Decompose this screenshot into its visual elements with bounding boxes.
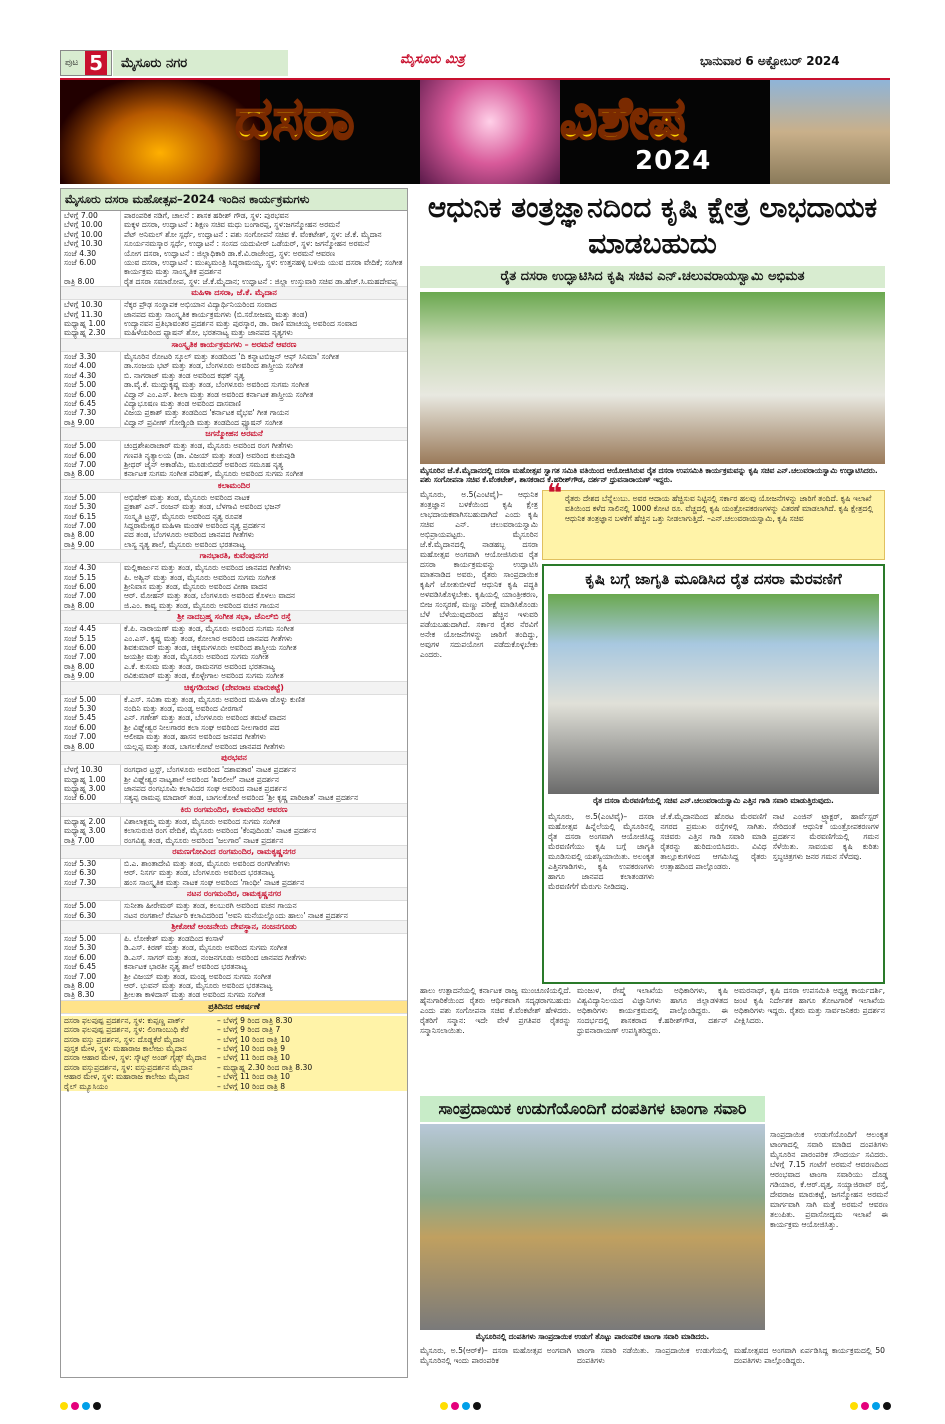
palace-illumination-image <box>60 80 260 184</box>
yellow-dot <box>60 1402 68 1410</box>
schedule-event: ಜಿ.ಎಂ. ಕಾವ್ಯ ಮತ್ತು ತಂಡ, ಮೈಸೂರು ಅವರಿಂದ ವಚನ ಗಾಯನ <box>120 601 404 610</box>
black-dot <box>93 1402 101 1410</box>
schedule-event: ಪಿ. ಲೋಕೇಶ್ ಮತ್ತು ತಂಡದಿಂದ ಕಂಸಾಳೆ <box>120 934 404 943</box>
schedule-row <box>61 418 407 427</box>
schedule-event: ಯುವ ದಸರಾ, ಉದ್ಘಾಟನೆ : ಮುಖ್ಯಮಂತ್ರಿ ಸಿದ್ದರಾಮಯ್ಯ, ಸ್ಥಳ: ಉತ್ತನಹಳ್ಳಿ ಬಳಿಯ ಯುವ ದಸರಾ ವೇದಿಕೆ; ಸಂಗೀತ ಕಾರ್ಯಕ್ರಮ ಮತ್ತು ಸಾಂಸ್ಕೃತಿಕ ಪ್ರದರ್ಶನ <box>120 258 404 277</box>
attraction-timing: – ಬೆಳಗ್ಗೆ 11 ರಿಂದ ರಾತ್ರಿ 10 <box>217 1072 290 1082</box>
schedule-row <box>61 220 407 229</box>
schedule-event: ಪ್ರಕಾಶ್ ಎನ್. ರಂಜನ್ ಮತ್ತು ತಂಡ, ಬೆಳಗಾವಿ ಅವರಿಂದ ಭಜನ್ <box>120 502 404 511</box>
schedule-event: ಕರ್ನಾಟಕ ಸುಗಮ ಸಂಗೀತ ಪರಿಷತ್, ಮೈಸೂರು ಅವರಿಂದ ಸುಗಮ ಸಂಗೀತ <box>120 469 404 478</box>
schedule-event: ಡಾ.ವೈ.ಕೆ. ಮುದ್ದುಕೃಷ್ಣ ಮತ್ತು ತಂಡ, ಬೆಂಗಳೂರು ಅವರಿಂದ ಸುಗಮ ಸಂಗೀತ <box>120 380 404 389</box>
schedule-time: ಸಂಜೆ 5.30 <box>64 704 97 714</box>
registration-marks-right <box>850 1402 891 1410</box>
schedule-time: ಸಂಜೆ 6.15 <box>64 511 97 521</box>
schedule-time: ರಾತ್ರಿ 8.00 <box>64 661 95 671</box>
article1-headline: ಆಧುನಿಕ ತಂತ್ರಜ್ಞಾನದಿಂದ ಕೃಷಿ ಕ್ಷೇತ್ರ ಲಾಭದಾಯಕ ಮಾಡಬಹುದು <box>427 191 878 260</box>
schedule-time: ಬೆಳಗ್ಗೆ 10.30 <box>64 300 103 310</box>
schedule-time: ರಾತ್ರಿ 8.30 <box>64 990 95 1000</box>
attraction-row <box>61 1025 407 1034</box>
schedule-venue-heading: ಕಿರು ರಂಗಮಂದಿರ, ಕಲಾಮಂದಿರ ಆವರಣ <box>61 803 407 817</box>
schedule-time: ಸಂಜೆ 5.00 <box>64 933 97 943</box>
schedule-venue-heading: ಜಗನ್ಮೋಹನ ಅರಮನೆ <box>61 427 407 441</box>
article3-col2: ಟಾಂಗಾ ಸವಾರಿ ನಡೆಯಿತು. ಸಾಂಪ್ರದಾಯಿಕ ಉಡುಗೆಯಲ್ಲಿ ದಂಪತಿಗಳು <box>577 1346 728 1365</box>
schedule-event: ಉದ್ಯಾನವನ ಪ್ರತಿಭಾವಂತರ ಪ್ರದರ್ಶನ ಮತ್ತು ಪುರಸ್ಕಾರ, ಡಾ. ರಾಣಿ ಮಾಚಯ್ಯ ಅವರಿಂದ ಸಂವಾದ <box>120 319 404 328</box>
schedule-row <box>61 493 407 502</box>
schedule-time: ಬೆಳಗ್ಗೆ 10.00 <box>64 220 103 230</box>
schedule-event: ಯಲ್ಲಪ್ಪ ಮತ್ತು ತಂಡ, ಬಾಗಲಕೋಟೆ ಅವರಿಂದ ಜಾನಪದ ಗೀತೆಗಳು <box>120 742 404 751</box>
procession-article-box <box>542 564 885 984</box>
article2-columns <box>548 812 879 892</box>
attraction-timing: – ಬೆಳಗ್ಗೆ 9 ರಿಂದ ರಾತ್ರಿ 7 <box>217 1025 281 1035</box>
schedule-time: ಸಂಜೆ 7.00 <box>64 732 97 742</box>
article3-col1: ಮೈಸೂರು, ಅ.5(ಆರ್‌ಕೆ)– ದಸರಾ ಮಹೋತ್ಸವ ಅಂಗವಾಗಿ ಮೈಸೂರಿನಲ್ಲಿ ಇಂದು ಪಾರಂಪರಿಕ <box>420 1346 571 1365</box>
schedule-event: ಕೆ.ಎಸ್. ಸವಿತಾ ಮತ್ತು ತಂಡ, ಮೈಸೂರು ಅವರಿಂದ ಮಹಿಳಾ ಡೊಳ್ಳು ಕುಣಿತ <box>120 695 404 704</box>
schedule-row <box>61 695 407 704</box>
schedule-row <box>61 451 407 460</box>
schedule-time: ಸಂಜೆ 4.00 <box>64 361 97 371</box>
article3-columns <box>420 1346 885 1366</box>
schedule-venue-heading: ನಟನ ರಂಗಮಂದಿರ, ರಾಮಕೃಷ್ಣನಗರ <box>61 887 407 901</box>
issue-date: ಭಾನುವಾರ 6 ಅಕ್ಟೋಬರ್ 2024 <box>700 54 840 68</box>
schedule-row <box>61 371 407 380</box>
magenta-dot <box>71 1402 79 1410</box>
schedule-time: ಬೆಳಗ್ಗೆ 10.00 <box>64 229 103 239</box>
schedule-row <box>61 817 407 826</box>
schedule-time: ರಾತ್ರಿ 8.00 <box>64 981 95 990</box>
schedule-time: ಮಧ್ಯಾಹ್ನ 1.00 <box>64 774 106 784</box>
attraction-venue: ದಸರಾ ವಸ್ತು ಪ್ರದರ್ಶನ, ಸ್ಥಳ: ದೊಡ್ಡಕೆರೆ ಮೈದಾನ <box>64 1034 185 1044</box>
schedule-row <box>61 399 407 408</box>
schedule-time: ರಾತ್ರಿ 8.00 <box>64 469 95 479</box>
article2-headline: ಕೃಷಿ ಬಗ್ಗೆ ಜಾಗೃತಿ ಮೂಡಿಸಿದ ರೈತ ದಸರಾ ಮೆರವಣಿಗೆ <box>585 570 842 588</box>
schedule-event: ಪೆಟ್ ಅನಿಮಲ್ ಶೋ ಸ್ಪರ್ಧೆ, ಉದ್ಘಾಟನೆ : ಪಶು ಸಂಗೋಪನೆ ಸಚಿವ ಕೆ. ವೆಂಕಟೇಶ್, ಸ್ಥಳ: ಜೆ.ಕೆ. ಮೈದಾನ <box>120 230 404 239</box>
schedule-row <box>61 911 407 920</box>
attraction-venue: ಪುಸ್ತಕ ಮೇಳ, ಸ್ಥಳ: ಮಹಾರಾಜ ಕಾಲೇಜು ಮೈದಾನ <box>64 1044 187 1054</box>
schedule-row <box>61 981 407 990</box>
attraction-venue: ದಸರಾ ಆಹಾರ ಮೇಳ, ಸ್ಥಳ: ಸ್ಕೌಟ್ಸ್ ಅಂಡ್ ಗೈಡ್ಸ್ ಮೈದಾನ <box>64 1053 207 1063</box>
schedule-title: ಮೈಸೂರು ದಸರಾ ಮಹೋತ್ಸವ–2024 ಇಂದಿನ ಕಾರ್ಯಕ್ರಮಗಳು <box>61 189 407 211</box>
schedule-row <box>61 878 407 887</box>
schedule-event: ಶ್ರೀಧರ್ ಜೈನ್ ಅಕಾಡೆಮಿ, ಮೂಡುಬಿದರೆ ಅವರಿಂದ ಸಮೂಹ ನೃತ್ಯ <box>120 460 404 469</box>
schedule-venue-heading: ಗಾನಭಾರತಿ, ಕುವೆಂಪುನಗರ <box>61 549 407 563</box>
schedule-time: ಸಂಜೆ 5.00 <box>64 694 97 704</box>
schedule-event: ಆರ್. ಭುವನ್ ಮತ್ತು ತಂಡ, ಮೈಸೂರು ಅವರಿಂದ ಭರತನಾಟ್ಯ <box>120 981 404 990</box>
schedule-venue-heading: ಶ್ರೀ ನಾದಬ್ರಹ್ಮ ಸಂಗೀತ ಸಭಾ, ಜೆಎಲ್‌ಬಿ ರಸ್ತೆ <box>61 610 407 624</box>
attraction-row <box>61 1053 407 1062</box>
schedule-event: ಶ್ರೀ ವಿಘ್ನೇಶ್ವರ ನೀಲಗಾರರ ಕಲಾ ಸಂಘ ಅವರಿಂದ ನೀಲಗಾರರ ಪದ <box>120 723 404 732</box>
registration-marks-left <box>60 1402 101 1410</box>
schedule-event: ಎ.ಕೆ. ಕುಸುಮ ಮತ್ತು ತಂಡ, ರಾಮನಗರ ಅವರಿಂದ ಭರತನಾಟ್ಯ <box>120 662 404 671</box>
schedule-row <box>61 859 407 868</box>
schedule-event: ನಟನ ರಂಗಶಾಲೆ ರೆಪರ್ಟರಿ ಕಲಾವಿದರಿಂದ 'ಅವನಿ ಮನೆಯಲ್ಲೊಂದು ಹಾಲು' ನಾಟಕ ಪ್ರದರ್ಶನ <box>120 911 404 920</box>
attraction-row <box>61 1082 407 1091</box>
schedule-time: ಸಂಜೆ 6.00 <box>64 450 97 460</box>
schedule-event: ಬಿ.ಎ. ಶಾಂತಾದೇವಿ ಮತ್ತು ತಂಡ, ಮೈಸೂರು ಅವರಿಂದ ರಂಗಗೀತೆಗಳು <box>120 859 404 868</box>
schedule-row <box>61 352 407 361</box>
schedule-event: ಹಂಸ ಸಾಂಸ್ಕೃತಿಕ ಮತ್ತು ನಾಟಕ ಸಂಘ ಅವರಿಂದ 'ಗಾಂಧೀ' ನಾಟಕ ಪ್ರದರ್ಶನ <box>120 878 404 887</box>
schedule-event: ಶ್ರೀ ವಿಜಯ್ ಮತ್ತು ತಂಡ, ಮಂಡ್ಯ ಅವರಿಂದ ಸುಗಮ ಸಂಗೀತ <box>120 972 404 981</box>
schedule-row <box>61 652 407 661</box>
attraction-timing: – ಬೆಳಗ್ಗೆ 10 ರಿಂದ ರಾತ್ರಿ 8 <box>217 1081 286 1091</box>
schedule-row <box>61 601 407 610</box>
article1-body: ಮೈಸೂರು, ಅ.5(ಎಂಟಿವೈ)– ಆಧುನಿಕ ತಂತ್ರಜ್ಞಾನ ಬಳಕೆಯಿಂದ ಕೃಷಿ ಕ್ಷೇತ್ರ ಲಾಭದಾಯಕವಾಗಿಸಬಹುದಾಗಿದೆ ಎಂದು ಕೃಷಿ ಸಚಿವ ಎನ್. ಚಲುವರಾಯಸ್ವಾಮಿ ಅಭಿಪ್ರಾಯಪಟ್ಟರು. ಮೈಸೂರಿನ ಜೆ.ಕೆ.ಮೈದಾನದಲ್ಲಿ ನಾಡಹಬ್ಬ ದಸರಾ ಮಹೋತ್ಸವ ಅಂಗವಾಗಿ ಆಯೋಜಿಸಿರುವ ರೈತ ದಸರಾ ಕಾರ್ಯಕ್ರಮವನ್ನು ಉದ್ಘಾಟಿಸಿ ಮಾತನಾಡಿದ ಅವರು, ರೈತರು ಸಾಂಪ್ರದಾಯಿಕ ಕೃಷಿಗೆ ಜೋತುಬೀಳದೆ ಆಧುನಿಕ ಕೃಷಿ ಪದ್ಧತಿ ಅಳವಡಿಸಿಕೊಳ್ಳಬೇಕು. ಕೃಷಿಯಲ್ಲಿ ಯಾಂತ್ರೀಕರಣ, ಬೀಜ ಸಂಸ್ಕರಣೆ, ಮಣ್ಣು ಪರೀಕ್ಷೆ ಮಾಡಿಸಿಕೊಂಡು ಬೆಳೆ ಬೆಳೆಯುವುದರಿಂದ ಹೆಚ್ಚಿನ ಇಳುವರಿ ಪಡೆಯಬಹುದಾಗಿದೆ. ಸರ್ಕಾರ ರೈತರ ನೆರವಿಗೆ ಅನೇಕ ಯೋಜನೆಗಳನ್ನು ಜಾರಿಗೆ ತಂದಿದ್ದು, ಅವುಗಳ ಸದುಪಯೋಗ ಪಡೆದುಕೊಳ್ಳಬೇಕು ಎಂದರು. <box>420 490 538 659</box>
schedule-event: ಲಾಸ್ಯ ನೃತ್ಯ ಶಾಲೆ, ಮೈಸೂರು ಅವರಿಂದ ಭರತನಾಟ್ಯ <box>120 540 404 549</box>
schedule-row <box>61 723 407 732</box>
schedule-row <box>61 441 407 450</box>
schedule-row <box>61 793 407 802</box>
schedule-time: ಸಂಜೆ 6.00 <box>64 722 97 732</box>
schedule-event: ವಿಶಾಲಾಕ್ಷಮ್ಮ ಮತ್ತು ತಂಡ, ಮೈಸೂರು ಅವರಿಂದ ಸುಗಮ ಸಂಗೀತ <box>120 817 404 826</box>
schedule-event: ಶಿವಕುಮಾರ್ ಮತ್ತು ತಂಡ, ಚಿಕ್ಕಮಗಳೂರು ಅವರಿಂದ ಶಾಸ್ತ್ರೀಯ ಸಂಗೀತ <box>120 643 404 652</box>
black-dot <box>473 1402 481 1410</box>
schedule-row <box>61 671 407 680</box>
article2-col3: ನಾಟಿ ಎಂಜಿನ್ ಟ್ರ್ಯಾಕ್ಟರ್, ಹಾರ್ವೆಸ್ಟರ್ ಸೇರಿದಂತೆ ಆಧುನಿಕ ಯಂತ್ರೋಪಕರಣಗಳ ಪ್ರದರ್ಶನ ಮೆರವಣಿಗೆಯಲ್ಲಿ ಗಮನ ಸೆಳೆಯಿತು. ಸಾವಯವ ಕೃಷಿ ಕುರಿತು ಸ್ತಬ್ಧಚಿತ್ರಗಳು ಜನರ ಗಮನ ಸೆಳೆದವು. <box>772 812 879 861</box>
daily-attractions-list <box>61 1016 407 1091</box>
schedule-row <box>61 943 407 952</box>
schedule-time: ಸಂಜೆ 5.45 <box>64 713 97 723</box>
schedule-event: ನಂದಿನಿ ಮತ್ತು ತಂಡ, ಮಂಡ್ಯ ಅವರಿಂದ ವೀರಗಾಸೆ <box>120 704 404 713</box>
schedule-row <box>61 643 407 652</box>
schedule-venue-heading: ರಮಣಗೋವಿಂದ ರಂಗಮಂದಿರ, ರಾಮಕೃಷ್ಣನಗರ <box>61 845 407 859</box>
schedule-row <box>61 277 407 286</box>
schedule-event: ಗಣಪತಿ ನೃತ್ಯಾಲಯ (ಡಾ. ವಿಜಯ್ ಮತ್ತು ತಂಡ) ಅವರಿಂದ ಕುಚುಪುಡಿ <box>120 451 404 460</box>
attraction-row <box>61 1016 407 1025</box>
attraction-venue: ರೈಲ್ ಮ್ಯೂಸಿಯಂ <box>64 1081 109 1091</box>
schedule-row <box>61 211 407 220</box>
schedule-time: ಸಂಜೆ 4.45 <box>64 624 97 634</box>
schedule-time: ಬೆಳಗ್ಗೆ 10.30 <box>64 765 103 775</box>
attraction-timing: – ಮಧ್ಯಾಹ್ನ 2.30 ರಿಂದ ರಾತ್ರಿ 8.30 <box>217 1062 313 1072</box>
schedule-event: ಮಹಿಳೆಯರಿಂದ ಫ್ಯಾಷನ್ ಶೋ, ಭರತನಾಟ್ಯ ಮತ್ತು ಜಾನಪದ ನೃತ್ಯಗಳು <box>120 328 404 337</box>
schedule-row <box>61 310 407 319</box>
schedule-row <box>61 934 407 943</box>
schedule-event: ವಿದ್ಯಾಭೂಷಣ ಮತ್ತು ತಂಡ ಅವರಿಂದ ದಾಸವಾಣಿ <box>120 399 404 408</box>
schedule-event: ಕೆ.ಪಿ. ನಾರಾಯಣ್ ಮತ್ತು ತಂಡ, ಮೈಸೂರು ಅವರಿಂದ ಸುಗಮ ಸಂಗೀತ <box>120 624 404 633</box>
schedule-row <box>61 662 407 671</box>
schedule-event: ಎಂ.ಎಸ್. ಕೃಷ್ಣ ಮತ್ತು ತಂಡ, ಕೋಲಾರ ಅವರಿಂದ ಜಾನಪದ ಗೀತೆಗಳು <box>120 634 404 643</box>
schedule-event: ವಿದ್ವಾನ್ ಎಂ.ಎಸ್. ಶೀಲಾ ಮತ್ತು ತಂಡ ಅವರಿಂದ ಕರ್ನಾಟಕ ಶಾಸ್ತ್ರೀಯ ಸಂಗೀತ <box>120 390 404 399</box>
schedule-row <box>61 239 407 248</box>
schedule-event: ಎನ್. ಗಣೇಶ್ ಮತ್ತು ತಂಡ, ಬೆಂಗಳೂರು ಅವರಿಂದ ತಮಟೆ ವಾದನ <box>120 713 404 722</box>
article1-continued <box>420 986 885 1036</box>
article1-caption: ಮೈಸೂರಿನ ಜೆ.ಕೆ.ಮೈದಾನದಲ್ಲಿ ದಸರಾ ಮಹೋತ್ಸವ ಸ್ವಾಗತ ಸಮಿತಿ ವತಿಯಿಂದ ಆಯೋಜಿಸಿರುವ ರೈತ ದಸರಾ ಉಪಸಮಿತಿ ಕಾರ್ಯಕ್ರಮವನ್ನು ಕೃಷಿ ಸಚಿವ ಎನ್.ಚಲುವರಾಯಸ್ವಾಮಿ ಉದ್ಘಾಟಿಸಿದರು. ಪಶು ಸಂಗೋಪನಾ ಸಚಿವ ಕೆ.ವೆಂಕಟೇಶ್, ಶಾಸಕರಾದ ಕೆ.ಹರೀಶ್‌ಗೌಡ, ದರ್ಶನ್ ಧ್ರುವನಾರಾಯಣ್ ಇದ್ದರು. <box>420 466 878 484</box>
schedule-row <box>61 460 407 469</box>
schedule-event: ರೈತ ದಸರಾ ಸಮಾರೋಪ, ಸ್ಥಳ: ಜೆ.ಕೆ.ಮೈದಾನ; ಉದ್ಘಾಟನೆ : ಜಿಲ್ಲಾ ಉಸ್ತುವಾರಿ ಸಚಿವ ಡಾ.ಹೆಚ್.ಸಿ.ಮಹದೇವಪ್ಪ <box>120 277 404 286</box>
schedule-row <box>61 634 407 643</box>
schedule-time: ಸಂಜೆ 6.00 <box>64 952 97 962</box>
schedule-event: ಮಲ್ಲಿಕಾರ್ಜುನ ಮತ್ತು ತಂಡ, ಮೈಸೂರು ಅವರಿಂದ ಜಾನಪದ ಗೀತೆಗಳು <box>120 563 404 572</box>
schedule-time: ರಾತ್ರಿ 9.00 <box>64 671 95 681</box>
schedule-row <box>61 784 407 793</box>
schedule-row <box>61 361 407 370</box>
schedule-time: ಮಧ್ಯಾಹ್ನ 3.00 <box>64 826 106 836</box>
schedule-event: ಸೂರ್ಯನಮಸ್ಕಾರ ಸ್ಪರ್ಧೆ, ಉದ್ಘಾಟನೆ : ಸಂಸದ ಯದುವೀರ್ ಒಡೆಯರ್, ಸ್ಥಳ: ಜಗನ್ಮೋಹನ ಅರಮನೆ <box>120 239 404 248</box>
schedule-row <box>61 972 407 981</box>
schedule-time: ಸಂಜೆ 5.15 <box>64 572 97 582</box>
attraction-timing: – ಬೆಳಗ್ಗೆ 11 ರಿಂದ ರಾತ್ರಿ 10 <box>217 1053 290 1063</box>
section-name: ಮೈಸೂರು ನಗರ <box>113 50 288 76</box>
page-number: 5 <box>85 51 107 75</box>
schedule-time: ಸಂಜೆ 5.00 <box>64 441 97 451</box>
schedule-event: ಚಂದ್ರಶೇಖರಾಚಾರ್ ಮತ್ತು ತಂಡ, ಮೈಸೂರು ಅವರಿಂದ ರಂಗ ಗೀತೆಗಳು <box>120 441 404 450</box>
schedule-time: ಸಂಜೆ 4.30 <box>64 370 97 380</box>
schedule-row <box>61 502 407 511</box>
article3-headline: ಸಾಂಪ್ರದಾಯಿಕ ಉಡುಗೆಯೊಂದಿಗೆ ದಂಪತಿಗಳ ಟಾಂಗಾ ಸವಾರಿ <box>420 1096 765 1122</box>
chamundi-temple-image <box>770 80 890 184</box>
schedule-row <box>61 742 407 751</box>
schedule-event: ಪದ ತಂಡ, ಬೆಂಗಳೂರು ಅವರಿಂದ ಜಾನಪದ ಗೀತೆಗಳು <box>120 530 404 539</box>
article1-cont-col2: ಮಂಜುಳ, ರೇಷ್ಮೆ ಇಲಾಖೆಯ ಅಧಿಕಾರಿಗಳು, ಕೃಷಿ ವಿಶ್ವವಿದ್ಯಾನಿಲಯದ ವಿಜ್ಞಾನಿಗಳು ಹಾಗೂ ಜಿಲ್ಲಾಡಳಿತದ ಅಧಿಕಾರಿಗಳು ಕಾರ್ಯಕ್ರಮದಲ್ಲಿ ಪಾಲ್ಗೊಂಡಿದ್ದರು. ಈ ಸಂದರ್ಭದಲ್ಲಿ ಶಾಸಕರಾದ ಕೆ.ಹರೀಶ್‌ಗೌಡ, ದರ್ಶನ್ ಧ್ರುವನಾರಾಯಣ್ ಉಪಸ್ಥಿತರಿದ್ದರು. <box>577 986 728 1035</box>
schedule-event: ಜಾನಪದ ಮತ್ತು ಸಾಂಸ್ಕೃತಿಕ ಕಾರ್ಯಕ್ರಮಗಳು (ಬಿ.ಸರೋಜಮ್ಮ ಮತ್ತು ತಂಡ) <box>120 310 404 319</box>
schedule-time: ಸಂಜೆ 7.00 <box>64 652 97 662</box>
schedule-row <box>61 990 407 999</box>
schedule-time: ಬೆಳಗ್ಗೆ 10.30 <box>64 239 103 249</box>
schedule-row <box>61 901 407 910</box>
schedule-time: ರಾತ್ರಿ 8.00 <box>64 276 95 286</box>
cyan-dot <box>462 1402 470 1410</box>
attraction-row <box>61 1072 407 1081</box>
attraction-row <box>61 1035 407 1044</box>
schedule-event: ರಂಗಧಾರ ಟ್ರಸ್ಟ್, ಬೆಂಗಳೂರು ಅವರಿಂದ 'ದಶಾವತಾರ' ನಾಟಕ ಪ್ರದರ್ಶನ <box>120 765 404 774</box>
rytha-dasara-inauguration-photo <box>420 292 885 464</box>
schedule-row <box>61 512 407 521</box>
schedule-venue-heading: ಸಾಂಸ್ಕೃತಿಕ ಕಾರ್ಯಕ್ರಮಗಳು – ಅರಮನೆ ಆವರಣ <box>61 338 407 352</box>
attraction-venue: ದಸರಾ ಫಲಪುಷ್ಪ ಪ್ರದರ್ಶನ, ಸ್ಥಳ: ಲಿಂಗಾಂಬುಧಿ ಕೆರೆ <box>64 1025 189 1035</box>
schedule-time: ಸಂಜೆ 7.00 <box>64 520 97 530</box>
schedule-time: ಸಂಜೆ 5.00 <box>64 901 97 911</box>
schedule-event: ಪಿ. ಅಶ್ವಿನ್ ಮತ್ತು ತಂಡ, ಮೈಸೂರು ಅವರಿಂದ ಸುಗಮ ಸಂಗೀತ <box>120 573 404 582</box>
magenta-dot <box>861 1402 869 1410</box>
schedule-time: ಬೆಳಗ್ಗೆ 7.00 <box>64 211 98 220</box>
schedule-time: ಸಂಜೆ 6.45 <box>64 398 97 408</box>
schedule-event: ನೆಕ್ಕರ ಪ್ರೌಢ ಸಂಸ್ಥಾಪಕ ಅಭಿಯಾನ ವಿದ್ಯಾರ್ಥಿನಿಯರಿಂದ ಸಂವಾದ <box>120 300 404 309</box>
schedule-time: ಸಂಜೆ 6.00 <box>64 643 97 653</box>
schedule-row <box>61 826 407 835</box>
schedule-event: ಶ್ರೀ ವಿಘ್ನೇಶ್ವರ ನಾಟ್ಯಶಾಲೆ ಅವರಿಂದ 'ಶಿವಲೀಲೆ' ನಾಟಕ ಪ್ರದರ್ಶನ <box>120 775 404 784</box>
schedule-row <box>61 713 407 722</box>
schedule-time: ಸಂಜೆ 5.15 <box>64 633 97 643</box>
dasara-banner <box>60 80 890 184</box>
registration-marks-center <box>440 1402 481 1410</box>
schedule-row <box>61 521 407 530</box>
page-number-box <box>60 50 112 76</box>
schedule-row <box>61 573 407 582</box>
schedule-venue-heading: ಚಿಕ್ಕಗಡಿಯಾರ (ದೇವರಾಜ ಮಾರುಕಟ್ಟೆ) <box>61 681 407 695</box>
tonga-ride-photo <box>420 1124 765 1330</box>
event-schedule <box>60 188 408 1378</box>
schedule-event: ಬಿ. ನಾಗರಾಜ್ ಮತ್ತು ತಂಡ ಅವರಿಂದ ಕಥಕ್ ನೃತ್ಯ <box>120 371 404 380</box>
schedule-venue-heading: ಪುರಭವನ <box>61 751 407 765</box>
schedule-row <box>61 469 407 478</box>
schedule-body <box>61 211 407 1091</box>
schedule-row <box>61 775 407 784</box>
attraction-timing: – ಬೆಳಗ್ಗೆ 10 ರಿಂದ ರಾತ್ರಿ 9 <box>217 1044 286 1054</box>
schedule-time: ಮಧ್ಯಾಹ್ನ 1.00 <box>64 319 106 329</box>
schedule-time: ಸಂಜೆ 5.30 <box>64 858 97 868</box>
schedule-time: ಬೆಳಗ್ಗೆ 11.30 <box>64 309 103 319</box>
schedule-event: ಸುನೀತಾ ಹೀರೇಮಠ್ ಮತ್ತು ತಂಡ, ಕಲಬುರಗಿ ಅವರಿಂದ ವಚನ ಗಾಯನ <box>120 901 404 910</box>
banner-word-dasara: ದಸರಾ <box>235 84 355 152</box>
schedule-time: ಸಂಜೆ 6.00 <box>64 582 97 591</box>
schedule-event: ಸಿದ್ದರಾಮೇಶ್ವರ ಮಹಿಳಾ ಮಂಡಳಿ ಅವರಿಂದ ನೃತ್ಯ ಪ್ರದರ್ಶನ <box>120 521 404 530</box>
banner-word-vishesha: ವಿಶೇಷ <box>560 84 688 152</box>
page-label: ಪುಟ <box>65 58 79 68</box>
attraction-venue: ಆಹಾರ ಮೇಳ, ಸ್ಥಳ: ಮಹಾರಾಜ ಕಾಲೇಜು ಮೈದಾನ <box>64 1072 190 1082</box>
schedule-row <box>61 582 407 591</box>
schedule-event: ಡಿ.ಎಸ್. ಸಾಗರ್ ಮತ್ತು ತಂಡ, ನಂಜನಗೂಡು ಅವರಿಂದ ಜಾನಪದ ಗೀತೆಗಳು <box>120 953 404 962</box>
schedule-row <box>61 953 407 962</box>
schedule-time: ಸಂಜೆ 6.00 <box>64 258 97 268</box>
cyan-dot <box>872 1402 880 1410</box>
minister-quote-box <box>542 479 885 560</box>
black-dot <box>883 1402 891 1410</box>
schedule-event: ಪಾರಂಪರಿಕ ನಡಿಗೆ, ಚಾಲನೆ : ಶಾಸಕ ಹರೀಶ್ ಗೌಡ, ಸ್ಥಳ: ಪುರಭವನ <box>120 211 404 220</box>
schedule-time: ಸಂಜೆ 7.00 <box>64 971 97 981</box>
article3-side-text: ಸಾಂಪ್ರದಾಯಿಕ ಉಡುಗೆಯೊಂದಿಗೆ ಆಲಂಕೃತ ಟಾಂಗಾದಲ್ಲಿ ಸವಾರಿ ಮಾಡಿದ ದಂಪತಿಗಳು ಮೈಸೂರಿನ ಪಾರಂಪರಿಕ ಸೌಂದರ್ಯ ಸವಿದರು. ಬೆಳಗ್ಗೆ 7.15 ಗಂಟೆಗೆ ಅರಮನೆ ಆವರಣದಿಂದ ಆರಂಭವಾದ ಟಾಂಗಾ ಸವಾರಿಯು ದೊಡ್ಡ ಗಡಿಯಾರ, ಕೆ.ಆರ್.ವೃತ್ತ, ಸಯ್ಯಾಜಿರಾವ್ ರಸ್ತೆ, ದೇವರಾಜ ಮಾರುಕಟ್ಟೆ, ಜಗನ್ಮೋಹನ ಅರಮನೆ ಮಾರ್ಗವಾಗಿ ಸಾಗಿ ಮತ್ತೆ ಅರಮನೆ ಆವರಣ ತಲುಪಿತು. ಪ್ರವಾಸೋದ್ಯಮ ಇಲಾಖೆ ಈ ಕಾರ್ಯಕ್ರಮ ಆಯೋಜಿಸಿತ್ತು. <box>770 1130 888 1229</box>
schedule-row <box>61 868 407 877</box>
schedule-event: ಸತ್ಯಪ್ಪ ರಾಮಪ್ಪ ಮಾದಾರ್ ತಂಡ, ಬಾಗಲಕೋಟೆ ಅವರಿಂದ 'ಶ್ರೀ ಕೃಷ್ಣ ಪಾರಿಜಾತ' ನಾಟಕ ಪ್ರದರ್ಶನ <box>120 793 404 802</box>
schedule-row <box>61 530 407 539</box>
article2-col1: ಮೈಸೂರು, ಅ.5(ಎಂಟಿವೈ)– ದಸರಾ ಮಹೋತ್ಸವ ಹಿನ್ನೆಲೆಯಲ್ಲಿ ಮೈಸೂರಿನಲ್ಲಿ ರೈತ ದಸರಾ ಅಂಗವಾಗಿ ಆಯೋಜಿಸಿದ್ದ ಮೆರವಣಿಗೆಯು ಕೃಷಿ ಬಗ್ಗೆ ಜಾಗೃತಿ ಮೂಡಿಸುವಲ್ಲಿ ಯಶಸ್ವಿಯಾಯಿತು. ಅಲಂಕೃತ ಎತ್ತಿನಗಾಡಿಗಳು, ಕೃಷಿ ಉಪಕರಣಗಳು ಹಾಗೂ ಜಾನಪದ ಕಲಾತಂಡಗಳು ಮೆರವಣಿಗೆಗೆ ಮೆರುಗು ನೀಡಿದವು. <box>548 812 655 891</box>
schedule-time: ರಾತ್ರಿ 8.00 <box>64 741 95 751</box>
schedule-venue-heading: ಕಲಾಮಂದಿರ <box>61 479 407 493</box>
schedule-time: ಸಂಜೆ 5.30 <box>64 943 97 953</box>
schedule-event: ಸಂಸ್ಕೃತಿ ಟ್ರಸ್ಟ್, ಮೈಸೂರು ಅವರಿಂದ ನೃತ್ಯ ರೂಪಕ <box>120 512 404 521</box>
schedule-row <box>61 319 407 328</box>
schedule-time: ಸಂಜೆ 4.30 <box>64 248 97 258</box>
schedule-row <box>61 230 407 239</box>
schedule-time: ಸಂಜೆ 6.00 <box>64 389 97 399</box>
schedule-row <box>61 624 407 633</box>
schedule-time: ಸಂಜೆ 6.00 <box>64 793 97 803</box>
schedule-event: ಆರ್. ಮೋಹನ್ ಮತ್ತು ತಂಡ, ಬೆಂಗಳೂರು ಅವರಿಂದ ಕೊಳಲು ವಾದನ <box>120 591 404 600</box>
schedule-row <box>61 408 407 417</box>
schedule-event: ಡಾ.ಸಂಜಯ ಭಟ್ ಮತ್ತು ತಂಡ, ಬೆಂಗಳೂರು ಅವರಿಂದ ಶಾಸ್ತ್ರೀಯ ಸಂಗೀತ <box>120 361 404 370</box>
attraction-venue: ದಸರಾ ಫಲಪುಷ್ಪ ಪ್ರದರ್ಶನ, ಸ್ಥಳ: ಕುಪ್ಪಣ್ಣ ಪಾರ್ಕ್ <box>64 1015 185 1025</box>
schedule-time: ಸಂಜೆ 7.00 <box>64 591 97 601</box>
schedule-row <box>61 836 407 845</box>
article2-col2: ಜೆ.ಕೆ.ಮೈದಾನದಿಂದ ಹೊರಟ ಮೆರವಣಿಗೆ ನಗರದ ಪ್ರಮುಖ ರಸ್ತೆಗಳಲ್ಲಿ ಸಾಗಿತು. ಸಚಿವರು ಎತ್ತಿನ ಗಾಡಿ ಸವಾರಿ ಮಾಡಿ ರೈತರನ್ನು ಹುರಿದುಂಬಿಸಿದರು. ವಿವಿಧ ತಾಲ್ಲೂಕುಗಳಿಂದ ಆಗಮಿಸಿದ್ದ ರೈತರು ಉತ್ಸಾಹದಿಂದ ಪಾಲ್ಗೊಂಡರು. <box>660 812 767 871</box>
schedule-event: ವಿಜಯ ಪ್ರಕಾಶ್ ಮತ್ತು ತಂಡದಿಂದ 'ಕರ್ನಾಟಕ ವೈಭವ' ಗೀತ ಗಾಯನ <box>120 408 404 417</box>
banner-year: 2024 <box>635 146 712 176</box>
schedule-row <box>61 390 407 399</box>
golden-howdah-image <box>420 80 560 184</box>
schedule-time: ಸಂಜೆ 5.30 <box>64 502 97 512</box>
schedule-event: ಜಯಶ್ರೀ ಮತ್ತು ತಂಡ, ಮೈಸೂರು ಅವರಿಂದ ಸುಗಮ ಸಂಗೀತ <box>120 652 404 661</box>
schedule-row <box>61 962 407 971</box>
schedule-event: ಜಾನಪದ ರಂಗಭೂಮಿ ಕಲಾವಿದರ ಸಂಘ ಅವರಿಂದ ನಾಟಕ ಪ್ರದರ್ಶನ <box>120 784 404 793</box>
schedule-event: ರಂಗವಿಶ್ವ ತಂಡ, ಮೈಸೂರು ಅವರಿಂದ 'ಜಲಗಾರ' ನಾಟಕ ಪ್ರದರ್ಶನ <box>120 836 404 845</box>
schedule-row <box>61 300 407 309</box>
schedule-time: ಸಂಜೆ 5.00 <box>64 380 97 390</box>
schedule-event: ಶ್ರೀನಿವಾಸ ಮತ್ತು ತಂಡ, ಮೈಸೂರು ಅವರಿಂದ ವೀಣಾ ವಾದನ <box>120 582 404 591</box>
schedule-row <box>61 249 407 258</box>
schedule-row <box>61 765 407 774</box>
schedule-time: ಮಧ್ಯಾಹ್ನ 2.00 <box>64 816 106 826</box>
schedule-event: ಡಿ.ಎಸ್. ಕಿರಣ್ ಮತ್ತು ತಂಡ, ಮೈಸೂರು ಅವರಿಂದ ಸುಗಮ ಸಂಗೀತ <box>120 943 404 952</box>
schedule-row <box>61 704 407 713</box>
schedule-row <box>61 258 407 277</box>
schedule-time: ಸಂಜೆ 5.00 <box>64 492 97 502</box>
magenta-dot <box>451 1402 459 1410</box>
schedule-time: ಸಂಜೆ 4.30 <box>64 563 97 573</box>
schedule-time: ಸಂಜೆ 7.30 <box>64 408 97 418</box>
article2-caption: ರೈತ ದಸರಾ ಮೆರವಣಿಗೆಯಲ್ಲಿ ಸಚಿವ ಎನ್.ಚಲುವರಾಯಸ್ವಾಮಿ ಎತ್ತಿನ ಗಾಡಿ ಸವಾರಿ ಮಾಡುತ್ತಿರುವುದು. <box>593 796 834 805</box>
schedule-time: ಸಂಜೆ 6.30 <box>64 910 97 920</box>
attraction-row <box>61 1063 407 1072</box>
schedule-time: ರಾತ್ರಿ 8.00 <box>64 530 95 540</box>
schedule-time: ಸಂಜೆ 6.45 <box>64 962 97 972</box>
article3-col3: ಮಹೋತ್ಸವದ ಅಂಗವಾಗಿ ಏರ್ಪಡಿಸಿದ್ದ ಕಾರ್ಯಕ್ರಮದಲ್ಲಿ 50 ದಂಪತಿಗಳು ಪಾಲ್ಗೊಂಡಿದ್ದರು. <box>734 1346 885 1365</box>
schedule-venue-heading: ಶ್ರೀಕೋಟೆ ಆಂಜನೇಯ ದೇವಸ್ಥಾನ, ನಂಜನಗೂಡು <box>61 920 407 934</box>
schedule-event: ಕರ್ನಾಟಕ ಭಾರತೀ ನೃತ್ಯ ಶಾಲೆ ಅವರಿಂದ ಭರತನಾಟ್ಯ <box>120 962 404 971</box>
quote-mark-icon: ❝ <box>547 479 563 509</box>
article1-subhead: ರೈತ ದಸರಾ ಉದ್ಘಾಟಿಸಿದ ಕೃಷಿ ಸಚಿವ ಎನ್.ಚಲುವರಾಯಸ್ವಾಮಿ ಅಭಿಮತ <box>420 266 885 288</box>
schedule-event: ಮೈಸೂರಿನ ರೋಟರಿ ಸ್ಕೂಲ್ ಮತ್ತು ತಂಡದಿಂದ 'ದಿ ಕನ್ನಾಟಬಿಜ್ಜನ್ ಆಫ್ ಸಿನಿಮಾ' ಸಂಗೀತ <box>120 352 404 361</box>
schedule-event: ಆಲೀಷಾ ಮತ್ತು ತಂಡ, ಹಾಸನ ಅವರಿಂದ ಜನಪದ ಗೀತೆಗಳು <box>120 732 404 741</box>
schedule-time: ಮಧ್ಯಾಹ್ನ 2.30 <box>64 328 106 338</box>
schedule-time: ರಾತ್ರಿ 9.00 <box>64 417 95 427</box>
schedule-row <box>61 591 407 600</box>
daily-attractions-heading: ಪ್ರತಿದಿನದ ಆಕರ್ಷಣೆ <box>61 1000 407 1014</box>
schedule-event: ಕಲಾಸುರುಚಿ ರಂಗ ವೇದಿಕೆ, ಮೈಸೂರು ಅವರಿಂದ 'ಕೆಂಪುದಿಂಡು' ನಾಟಕ ಪ್ರದರ್ಶನ <box>120 826 404 835</box>
attraction-timing: – ಬೆಳಗ್ಗೆ 10 ರಿಂದ ರಾತ್ರಿ 10 <box>217 1034 290 1044</box>
schedule-event: ವಿದ್ವಾನ್ ಪ್ರವೀಣ್ ಗೋಡ್ಖಿಂಡಿ ಮತ್ತು ತಂಡದಿಂದ ಫ್ಯೂಷನ್ ಸಂಗೀತ <box>120 418 404 427</box>
schedule-row <box>61 563 407 572</box>
schedule-event: ಶ್ರೀಲತಾ ಕಾಳಿದಾಸ್ ಮತ್ತು ತಂಡ ಅವರಿಂದ ಸುಗಮ ಸಂಗೀತ <box>120 990 404 999</box>
yellow-dot <box>850 1402 858 1410</box>
article1-cont-col3: ಅಮರನಾಥ್, ಕೃಷಿ ದಸರಾ ಉಪಸಮಿತಿ ಅಧ್ಯಕ್ಷ ಕಾರ್ಯದರ್ಶಿ, ಜಂಟಿ ಕೃಷಿ ನಿರ್ದೇಶಕ ಹಾಗೂ ತೋಟಗಾರಿಕೆ ಇಲಾಖೆಯ ಅಧಿಕಾರಿಗಳು ಇದ್ದರು. ರೈತರು ಮತ್ತು ಸಾರ್ವಜನಿಕರು ಪ್ರದರ್ಶನ ವೀಕ್ಷಿಸಿದರು. <box>734 986 885 1025</box>
quote-text: ರೈತರು ದೇಶದ ಬೆನ್ನೆಲುಬು. ಅವರ ಆದಾಯ ಹೆಚ್ಚಿಸುವ ನಿಟ್ಟಿನಲ್ಲಿ ಸರ್ಕಾರ ಹಲವು ಯೋಜನೆಗಳನ್ನು ಜಾರಿಗೆ ತಂದಿದೆ. ಕೃಷಿ ಇಲಾಖೆ ವತಿಯಿಂದ ಕಳೆದ ಸಾಲಿನಲ್ಲಿ 1000 ಕೋಟಿ ರೂ. ವೆಚ್ಚದಲ್ಲಿ ಕೃಷಿ ಯಂತ್ರೋಪಕರಣಗಳನ್ನು ವಿತರಣೆ ಮಾಡಲಾಗಿದೆ. ಕೃಷಿ ಕ್ಷೇತ್ರದಲ್ಲಿ ಆಧುನಿಕ ತಂತ್ರಜ್ಞಾನ ಬಳಕೆಗೆ ಹೆಚ್ಚಿನ ಒತ್ತು ನೀಡಲಾಗುತ್ತಿದೆ. –ಎನ್.ಚಲುವರಾಯಸ್ವಾಮಿ, ಕೃಷಿ ಸಚಿವ <box>565 494 873 523</box>
schedule-time: ರಾತ್ರಿ 7.00 <box>64 835 95 845</box>
schedule-event: ರವಿಕುಮಾರ್ ಮತ್ತು ತಂಡ, ಕೊಳ್ಳೇಗಾಲ ಅವರಿಂದ ಸುಗಮ ಸಂಗೀತ <box>120 671 404 680</box>
yellow-dot <box>440 1402 448 1410</box>
attraction-venue: ದಸರಾ ವಸ್ತುಪ್ರದರ್ಶನ, ಸ್ಥಳ: ವಸ್ತುಪ್ರದರ್ಶನ ಮೈದಾನ <box>64 1062 193 1072</box>
schedule-time: ಮಧ್ಯಾಹ್ನ 3.00 <box>64 783 106 793</box>
bullock-cart-procession-photo <box>548 594 879 794</box>
schedule-row <box>61 328 407 337</box>
schedule-venue-heading: ಮಹಿಳಾ ದಸರಾ, ಜೆ.ಕೆ. ಮೈದಾನ <box>61 286 407 300</box>
article1-cont-col1: ಹಾಲು ಉತ್ಪಾದನೆಯಲ್ಲಿ ಕರ್ನಾಟಕ ರಾಜ್ಯ ಮುಂಚೂಣಿಯಲ್ಲಿದೆ. ಹೈನುಗಾರಿಕೆಯಿಂದ ರೈತರು ಆರ್ಥಿಕವಾಗಿ ಸದೃಢರಾಗಬಹುದು ಎಂದು ಪಶು ಸಂಗೋಪನಾ ಸಚಿವ ಕೆ.ವೆಂಕಟೇಶ್ ಹೇಳಿದರು. ರೈತರಿಗೆ ಸನ್ಮಾನ: ಇದೇ ವೇಳೆ ಪ್ರಗತಿಪರ ರೈತರನ್ನು ಸನ್ಮಾನಿಸಲಾಯಿತು. <box>420 986 571 1035</box>
schedule-row <box>61 732 407 741</box>
article3-caption: ಮೈಸೂರಿನಲ್ಲಿ ದಂಪತಿಗಳು ಸಾಂಪ್ರದಾಯಿಕ ಉಡುಗೆ ತೊಟ್ಟು ಪಾರಂಪರಿಕ ಟಾಂಗಾ ಸವಾರಿ ಮಾಡಿದರು. <box>475 1332 710 1341</box>
schedule-event: ಯೋಗ ದಸರಾ, ಉದ್ಘಾಟನೆ : ಜಿಲ್ಲಾಧಿಕಾರಿ ಡಾ.ಕೆ.ವಿ.ರಾಜೇಂದ್ರ, ಸ್ಥಳ: ಅರಮನೆ ಆವರಣ <box>120 249 404 258</box>
schedule-time: ಸಂಜೆ 7.00 <box>64 459 97 469</box>
schedule-event: ಆರ್. ನಿಸರ್ಗ ಮತ್ತು ತಂಡ, ಬೆಂಗಳೂರು ಅವರಿಂದ ಭರತನಾಟ್ಯ <box>120 868 404 877</box>
paper-name: ಮೈಸೂರು ಮಿತ್ರ <box>400 52 465 67</box>
schedule-row <box>61 380 407 389</box>
attraction-row <box>61 1044 407 1053</box>
schedule-time: ಸಂಜೆ 7.30 <box>64 877 97 887</box>
attraction-timing: – ಬೆಳಗ್ಗೆ 9 ರಿಂದ ರಾತ್ರಿ 8.30 <box>217 1015 293 1025</box>
schedule-time: ಸಂಜೆ 3.30 <box>64 351 97 361</box>
schedule-time: ರಾತ್ರಿ 8.00 <box>64 600 95 610</box>
schedule-event: ಮಕ್ಕಳ ದಸರಾ, ಉದ್ಘಾಟನೆ : ಶಿಕ್ಷಣ ಸಚಿವ ಮಧು ಬಂಗಾರಪ್ಪ, ಸ್ಥಳ:ಜಗನ್ಮೋಹನ ಅರಮನೆ <box>120 220 404 229</box>
schedule-event: ಅಭಿಷೇಕ್ ಮತ್ತು ತಂಡ, ಮೈಸೂರು ಅವರಿಂದ ನಾಟಕ <box>120 493 404 502</box>
cyan-dot <box>82 1402 90 1410</box>
schedule-row <box>61 540 407 549</box>
schedule-time: ರಾತ್ರಿ 9.00 <box>64 539 95 549</box>
schedule-time: ಸಂಜೆ 6.30 <box>64 868 97 878</box>
